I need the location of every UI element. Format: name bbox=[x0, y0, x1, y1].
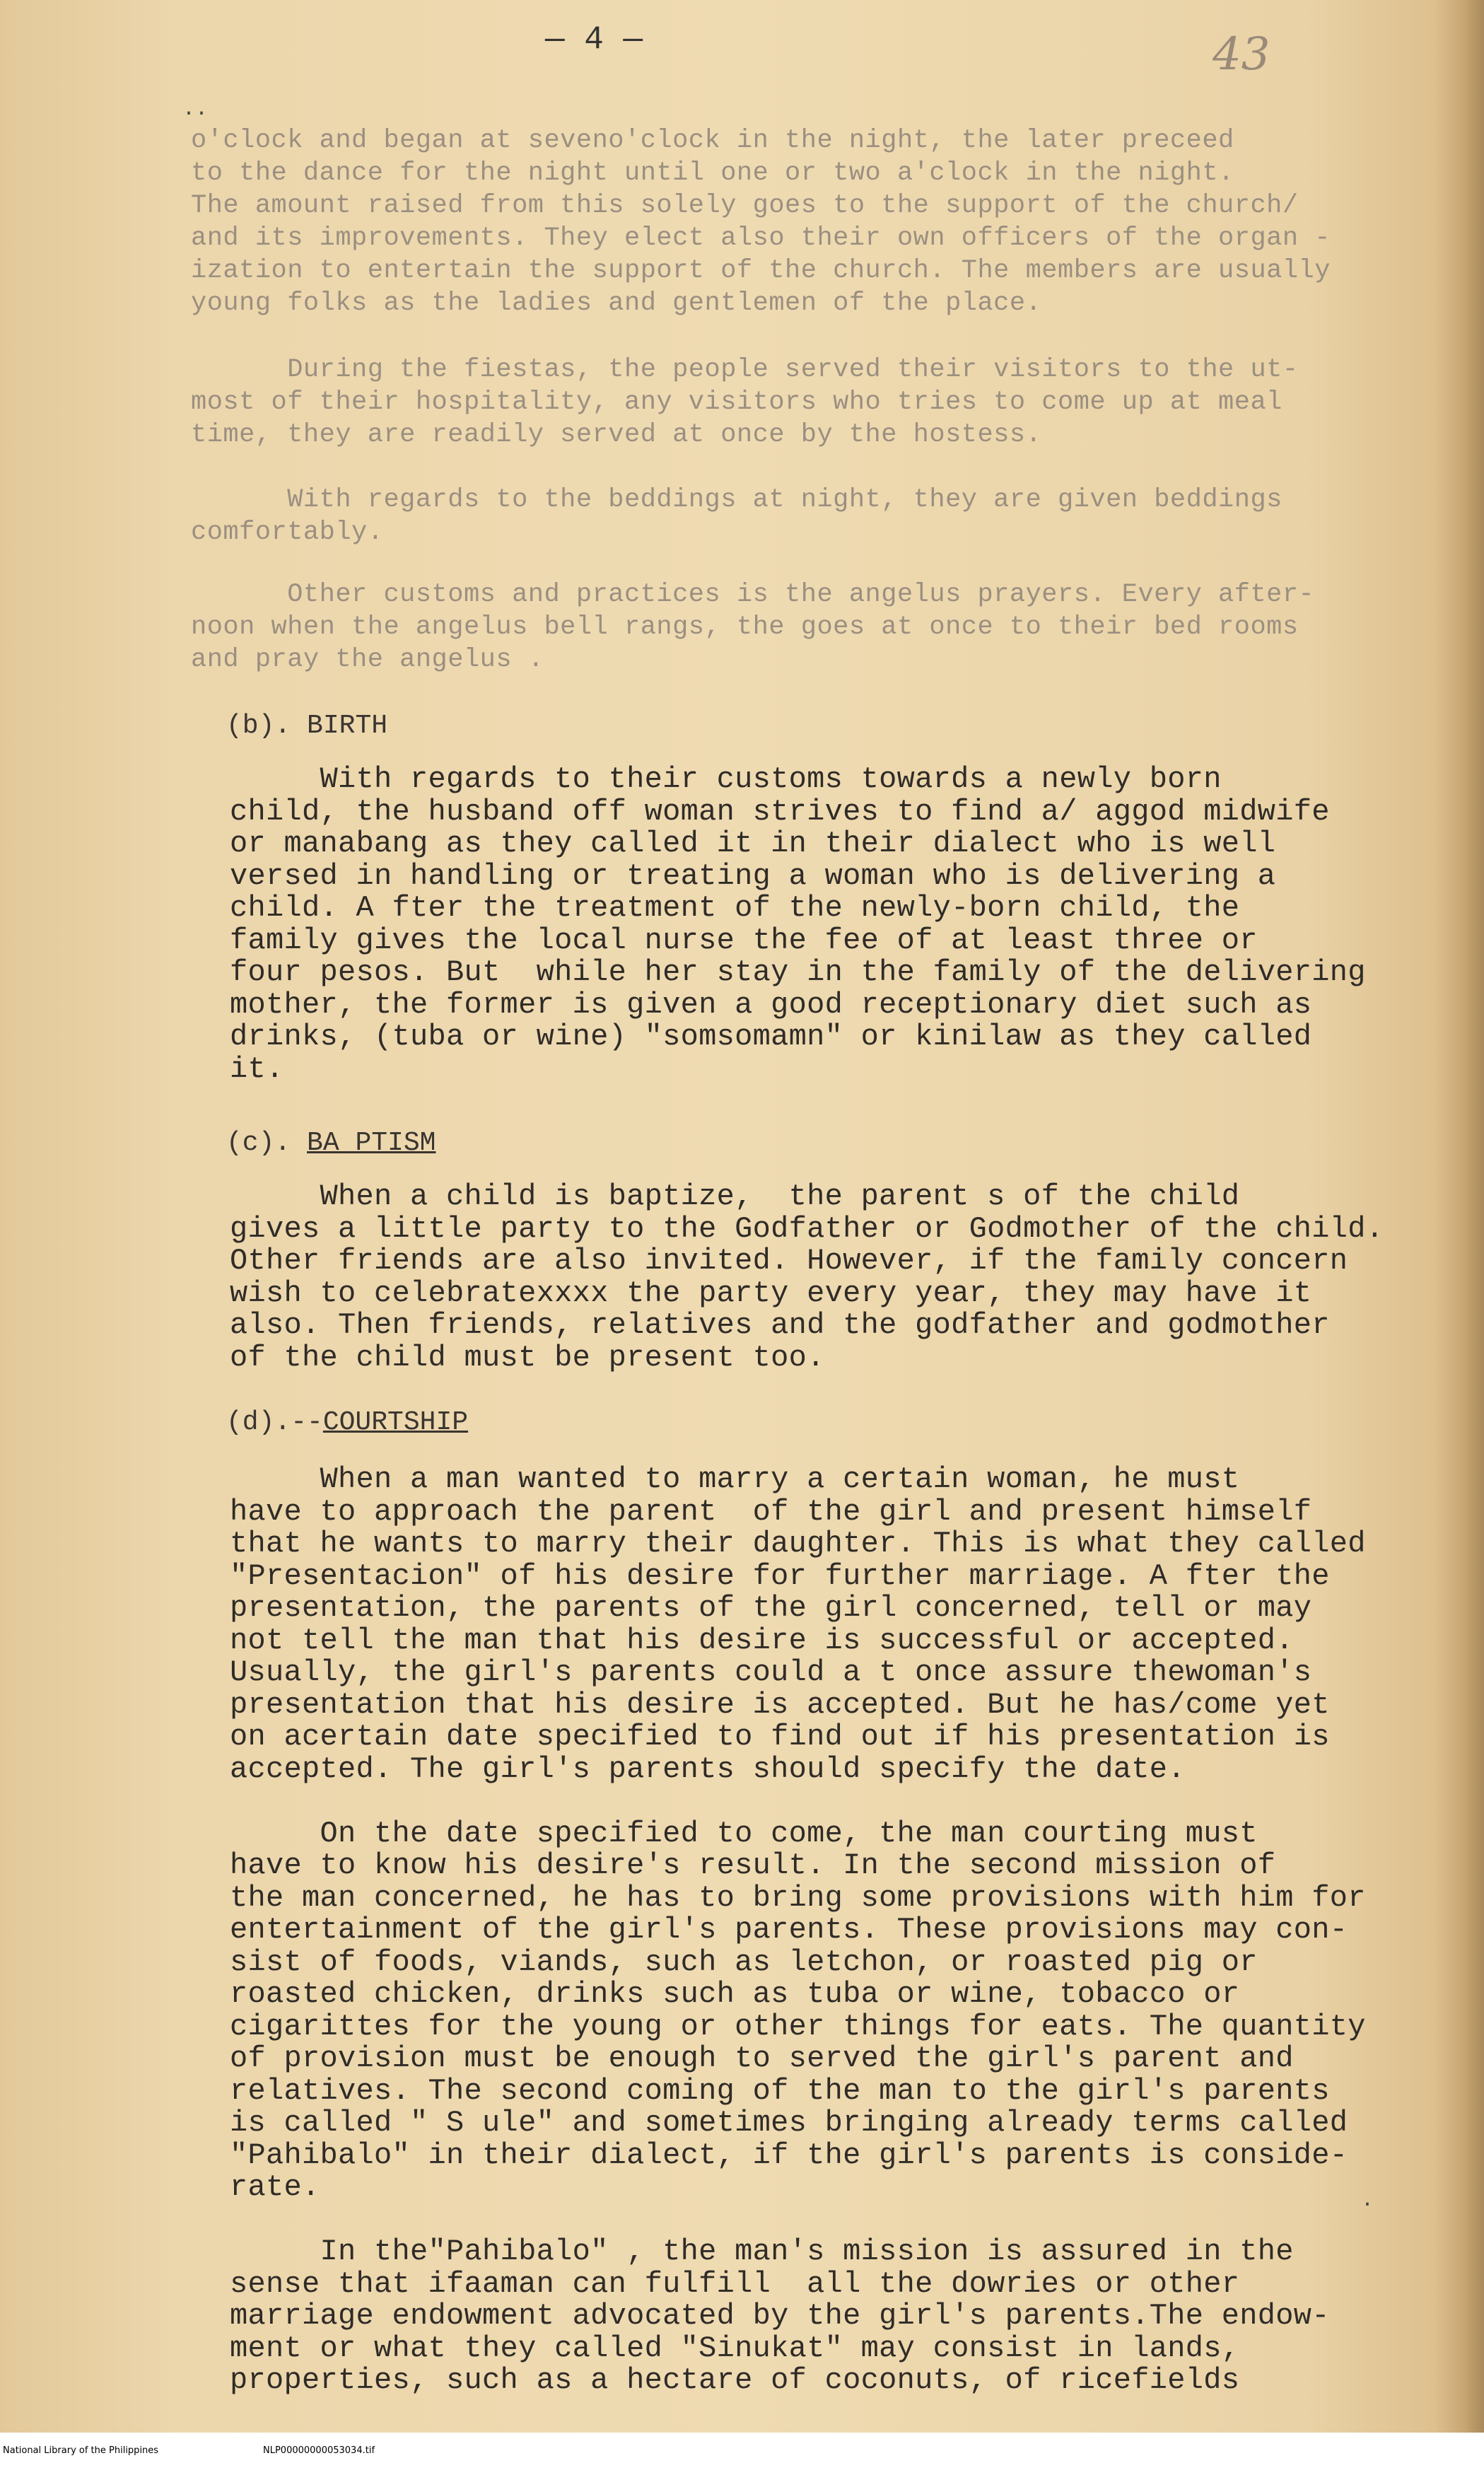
margin-mark-right: . bbox=[1361, 2189, 1374, 2213]
heading-prefix: (b). bbox=[226, 711, 308, 741]
section-body-birth: With regards to their customs towards a newly born child, the husband off woman strives to find a/ aggod midwife or manabang as they called it in their dialect who is well versed in handling or treating a woman who is delivering a child. A fter the treatment of the newly-born child, the family gives the local nurse the fee of at least three or four pesos. But while her stay in the family of the delivering mother, the former is given a good receptionary diet such as drinks, (tuba or wine) "somsomamn" or kinilaw as they called it. bbox=[230, 762, 1366, 1086]
section-heading-birth bbox=[226, 711, 387, 741]
handwritten-page-number: 43 bbox=[1213, 28, 1270, 81]
intro-paragraph-2: During the fiestas, the people served their visitors to the ut- most of their hospitality, any visitors who tries to come up at meal time, they are readily served at once by the hostess. bbox=[191, 355, 1299, 450]
page-number: — 4 — bbox=[544, 21, 643, 58]
section-heading-courtship bbox=[226, 1407, 468, 1438]
section-body-baptism: When a child is baptize, the parent s of the child gives a little party to the Godfather or Godmother of the child. Other friends are also invited. However, if the family concern wish to celebratexxxx the party every year, they may have it also. Then friends, relatives and the godfather and godmother of the child must be present too. bbox=[230, 1180, 1384, 1375]
section-heading-baptism bbox=[226, 1128, 436, 1158]
intro-paragraph-4: Other customs and practices is the angelus prayers. Every after- noon when the angelus bell rangs, the goes at once to their bed rooms and pray the angelus . bbox=[191, 580, 1315, 675]
page-edge-shadow bbox=[1435, 0, 1484, 2433]
footer-filename: NLP00000000053034.tif bbox=[263, 2445, 375, 2456]
intro-paragraph-1: o'clock and began at seveno'clock in the night, the later preceed to the dance for the night until one or two a'clock in the night. The amount raised from this solely goes to the support of the church/ and its improvements. They elect also their own officers of the organ - ization to entertain the support of the church. The members are usually young folks as the ladies and gentlemen of the place. bbox=[191, 126, 1331, 318]
section-body-courtship: When a man wanted to marry a certain woman, he must have to approach the parent of the girl and present himself that he wants to marry their daughter. This is what they called "Presentacion" of his desire for further marriage. A fter the presentation, the parents of the girl concerned, tell or may not tell the man that his desire is successful or accepted. Usually, the girl's parents could a t once assure thewoman's presentation that his desire is accepted. But he has/come yet on acertain date specified to find out if his presentation is accepted. The girl's parents should specify the date. On the date specified to come, the man courting must have to know his desire's result. In the second mission of the man concerned, he has to bring some provisions with him for entertainment of the girl's parents. These provisions may con- sist of foods, viands, such as letchon, or roasted pig or roasted chicken, drinks such as tuba or wine, tobacco or cigarittes for the young or other things for eats. The quantity of provision must be enough to served the girl's parent and relatives. The second coming of the man to the girl's parents is called " S ule" and sometimes bringing already terms called "Pahibalo" in their dialect, if the girl's parents is conside- rate. In the"Pahibalo" , the man's mission is assured in the sense that ifaaman can fulfill all the dowries or other marriage endowment advocated by the girl's parents.The endow- ment or what they called "Sinukat" may consist in lands, properties, such as a hectare of coconuts, of ricefields bbox=[230, 1462, 1366, 2397]
heading-prefix: (d).-- bbox=[226, 1407, 323, 1438]
heading-title: BA PTISM bbox=[307, 1128, 436, 1158]
heading-title: BIRTH bbox=[307, 711, 388, 741]
heading-prefix: (c). bbox=[226, 1128, 308, 1158]
heading-title: COURTSHIP bbox=[322, 1407, 469, 1438]
intro-paragraph-3: With regards to the beddings at night, they are given beddings comfortably. bbox=[191, 485, 1283, 547]
footer-library: National Library of the Philippines bbox=[3, 2445, 159, 2456]
margin-mark: .. bbox=[182, 98, 209, 122]
scan-footer bbox=[0, 2433, 1484, 2475]
